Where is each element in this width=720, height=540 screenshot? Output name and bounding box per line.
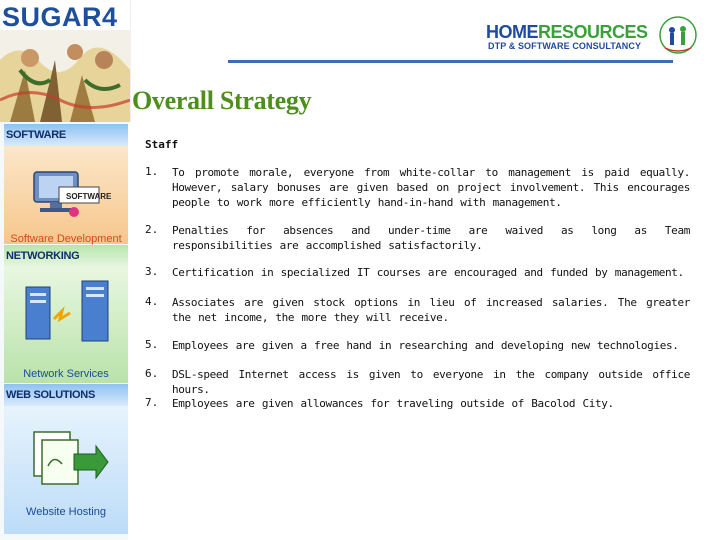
sidebar-header-networking[interactable]: NETWORKING bbox=[4, 245, 128, 267]
networking-panel bbox=[4, 267, 128, 383]
home-resources-logo bbox=[486, 22, 648, 43]
software-caption[interactable]: Software Development bbox=[10, 233, 122, 245]
list-item-text: Employees are given a free hand in researching and developing new technologies. bbox=[172, 339, 679, 352]
web-caption[interactable]: Website Hosting bbox=[26, 506, 106, 518]
list-item-text: To promote morale, everyone from white-collar to management is paid equally. However, salary bonuses are given based on project involvement. This encourages people to work more efficiently hand-in-hand with management. bbox=[172, 166, 690, 209]
logo-home-text: HOME bbox=[486, 22, 538, 42]
software-monitor-label: SOFTWARE bbox=[66, 192, 112, 201]
list-item-text: Penalties for absences and under-time are waived as long as Team responsibilities are accomplished satisfactorily. bbox=[172, 224, 690, 252]
website-hosting-icon bbox=[4, 406, 128, 506]
list-item-number: 6. bbox=[145, 367, 159, 380]
sugar4-logo-text: SUGAR4 bbox=[2, 2, 118, 32]
sidebar-header-web-solutions[interactable]: WEB SOLUTIONS bbox=[4, 384, 128, 406]
people-seal-icon bbox=[658, 14, 698, 56]
list-item-text: Employees are given allowances for traveling outside of Bacolod City. bbox=[172, 397, 614, 410]
list-item-number: 5. bbox=[145, 338, 159, 351]
list-item-number: 1. bbox=[145, 165, 159, 178]
header-divider bbox=[228, 60, 673, 63]
software-panel bbox=[4, 146, 128, 244]
list-item-number: 3. bbox=[145, 265, 159, 278]
logo-tagline: DTP & SOFTWARE CONSULTANCY bbox=[488, 41, 642, 51]
section-heading: Staff bbox=[145, 138, 179, 151]
list-item-number: 2. bbox=[145, 223, 159, 236]
list-item-text: DSL-speed Internet access is given to everyone in the company outside office hours. bbox=[172, 368, 690, 396]
servers-icon bbox=[4, 267, 128, 367]
sidebar-header-software[interactable]: SOFTWARE bbox=[4, 124, 128, 146]
list-item-text: Associates are given stock options in lieu of increased salaries. The greater the net income, the more they will receive. bbox=[172, 296, 690, 324]
computer-icon bbox=[4, 146, 128, 232]
page-title: Overall Strategy bbox=[132, 86, 312, 115]
list-item-text: Certification in specialized IT courses are encouraged and funded by management. bbox=[172, 266, 684, 279]
networking-caption[interactable]: Network Services bbox=[23, 368, 109, 380]
list-item-number: 4. bbox=[145, 295, 159, 308]
list-item-number: 7. bbox=[145, 396, 159, 409]
web-panel bbox=[4, 406, 128, 534]
logo-resources-text: RESOURCES bbox=[538, 22, 648, 42]
